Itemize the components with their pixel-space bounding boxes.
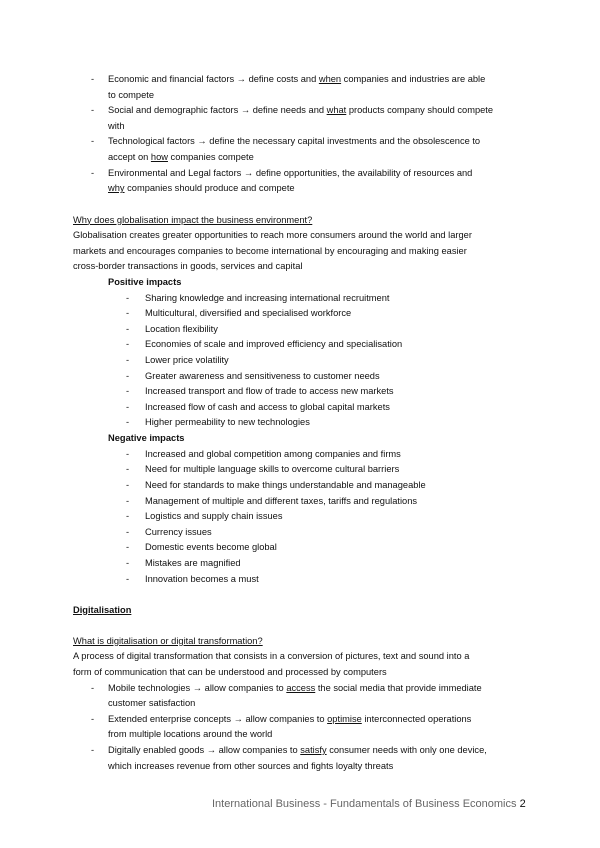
digital-mobile: Mobile technologies → allow companies to access the social media that provide immediate — [108, 682, 482, 693]
bullet-dash: - — [126, 370, 130, 381]
bullet-dash: - — [126, 511, 130, 522]
bullet-dash: - — [126, 339, 130, 350]
factor-economic-cont: to compete — [108, 89, 154, 100]
digital-goods: Digitally enabled goods → allow companies to satisfy consumer needs with only one device, — [108, 744, 487, 755]
bullet-dash: - — [91, 74, 95, 84]
bullet-dash: - — [126, 542, 130, 553]
bullet-dash: - — [126, 495, 130, 506]
factor-environmental-cont: why companies should produce and compete — [108, 183, 295, 194]
bullet-dash: - — [91, 682, 95, 693]
page-number: 2 — [519, 798, 526, 810]
positive-impact-item: Sharing knowledge and increasing international recruitment — [145, 292, 390, 303]
bullet-dash: - — [126, 526, 130, 537]
bullet-dash: - — [126, 558, 130, 568]
bullet-dash: - — [126, 480, 130, 490]
factor-economic: Economic and financial factors → define costs and when companies and industries are able — [108, 74, 486, 84]
negative-impact-item: Domestic events become global — [145, 542, 277, 553]
digitalisation-heading: Digitalisation — [73, 604, 132, 615]
digitalisation-question: What is digitalisation or digital transformation? — [73, 635, 263, 646]
positive-impact-item: Lower price volatility — [145, 354, 229, 365]
digital-goods-cont: which increases revenue from other sources and fights loyalty threats — [108, 760, 394, 771]
globalisation-intro-line: Globalisation creates greater opportunities to reach more consumers around the world and larger — [73, 230, 472, 241]
negative-impact-item: Need for standards to make things understandable and manageable — [145, 480, 426, 490]
factor-social: Social and demographic factors → define needs and what products company should compete — [108, 105, 494, 116]
positive-impact-item: Higher permeability to new technologies — [145, 417, 310, 428]
digitalisation-intro-line: A process of digital transformation that consists in a conversion of pictures, text and sound into a — [73, 651, 470, 662]
negative-impact-item: Currency issues — [145, 526, 212, 537]
positive-impact-item: Increased transport and flow of trade to access new markets — [145, 386, 394, 397]
digital-extended: Extended enterprise concepts → allow companies to optimise interconnected operations — [108, 713, 472, 724]
negative-impact-item: Mistakes are magnified — [145, 558, 241, 568]
factor-environmental: Environmental and Legal factors → define opportunities, the availability of resources and — [108, 167, 473, 178]
digital-extended-cont: from multiple locations around the world — [108, 729, 273, 740]
factor-technological-cont: accept on how companies compete — [108, 152, 254, 162]
positive-impact-item: Increased flow of cash and access to global capital markets — [145, 401, 390, 412]
digital-mobile-cont: customer satisfaction — [108, 698, 196, 709]
digitalisation-intro-line: form of communication that can be understood and processed by computers — [73, 666, 387, 677]
bullet-dash: - — [126, 323, 130, 334]
bullet-dash: - — [126, 448, 130, 459]
negative-impact-item: Logistics and supply chain issues — [145, 511, 283, 522]
bullet-dash: - — [91, 167, 95, 178]
globalisation-intro-line: markets and encourages companies to become international by encouraging and making easier — [73, 245, 467, 256]
bullet-dash: - — [126, 292, 130, 303]
bullet-dash: - — [126, 464, 130, 475]
bullet-dash: - — [126, 386, 130, 397]
bullet-dash: - — [126, 401, 130, 412]
bullet-dash: - — [126, 308, 130, 319]
factor-social-cont: with — [108, 120, 125, 131]
negative-impact-item: Innovation becomes a must — [145, 573, 259, 584]
footer-title: International Business - Fundamentals of Business Economics — [212, 798, 517, 810]
bullet-dash: - — [91, 136, 95, 147]
bullet-dash: - — [126, 354, 130, 365]
globalisation-question: Why does globalisation impact the business environment? — [73, 214, 313, 225]
bullet-dash: - — [91, 105, 95, 116]
negative-impacts-heading: Negative impacts — [108, 433, 185, 444]
positive-impact-item: Greater awareness and sensitiveness to customer needs — [145, 370, 380, 381]
bullet-dash: - — [91, 713, 95, 724]
negative-impact-item: Management of multiple and different taxes, tariffs and regulations — [145, 495, 418, 506]
bullet-dash: - — [126, 573, 130, 584]
factor-technological: Technological factors → define the necessary capital investments and the obsolescence to — [108, 136, 481, 147]
positive-impact-item: Multicultural, diversified and specialised workforce — [145, 308, 352, 319]
page-footer — [212, 797, 526, 813]
bullet-dash: - — [126, 417, 130, 428]
positive-impact-item: Economies of scale and improved efficiency and specialisation — [145, 339, 403, 350]
positive-impacts-heading: Positive impacts — [108, 276, 182, 287]
bullet-dash: - — [91, 744, 95, 755]
negative-impact-item: Increased and global competition among companies and firms — [145, 448, 401, 459]
globalisation-intro-line: cross-border transactions in goods, services and capital — [73, 261, 303, 272]
negative-impact-item: Need for multiple language skills to overcome cultural barriers — [145, 464, 400, 475]
positive-impact-item: Location flexibility — [145, 323, 218, 334]
